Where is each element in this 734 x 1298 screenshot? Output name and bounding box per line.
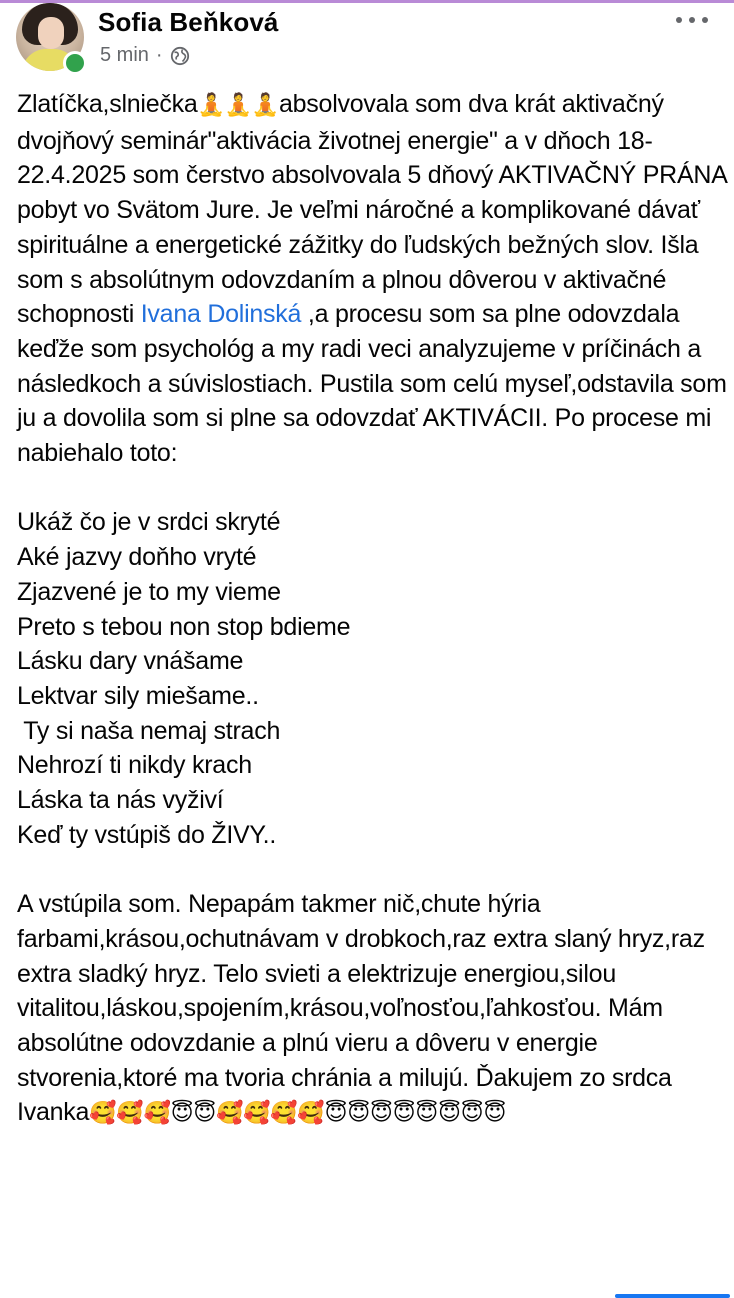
post-text bbox=[17, 87, 729, 1132]
emoji-row: 🥰🥰🥰😇😇🥰🥰🥰🥰😇😇😇😇😇😇😇😇 bbox=[89, 1101, 507, 1127]
meta-separator: · bbox=[155, 44, 163, 66]
poem-line: Lektvar sily miešame.. bbox=[17, 681, 259, 710]
post-paragraph-intro bbox=[17, 87, 729, 471]
author-name[interactable]: Sofia Beňková bbox=[98, 7, 279, 37]
mention-link[interactable]: Ivana Dolinská bbox=[140, 300, 302, 329]
post-meta bbox=[100, 44, 190, 67]
intro-text: Zlatíčka,slniečka bbox=[17, 90, 198, 118]
online-status-icon bbox=[63, 51, 87, 75]
intro-text-continued: absolvovala som dva krát aktivačný dvojňový seminár"aktivácia životnej energie" a v dňoch 18-22.4.2025 som čerstvo absolvovala 5 dňový AKTIVAČNÝ PRÁNA pobyt vo Svätom Jure. Je veľmi náročné a komplikované dávať spirituálne a energetické zážitky do ľudských bežných slov. Išla som s absolútnym odovzdaním a plnou dôverou v aktivačné schopnosti bbox=[17, 90, 727, 329]
more-options-icon[interactable] bbox=[676, 12, 708, 28]
meditation-emoji: 🧘🧘🧘 bbox=[197, 93, 279, 118]
poem-line: Aké jazvy doňho vryté bbox=[17, 543, 257, 572]
closing-text: A vstúpila som. Nepapám takmer nič,chute hýria farbami,krásou,ochutnávam v drobkoch,raz extra slaný hryz,raz extra sladký hryz. Telo svieti a elektrizuje energiou,silou vitalitou,láskou,spojením,krásou,voľnosťou,ľahkosťou. Mám absolútne odovzdanie a plnú vieru a dôveru v energie stvorenia,ktoré ma tvoria chránia a milujú. Ďakujem zo srdca Ivanka bbox=[17, 890, 705, 1127]
poem-line: Ty si naša nemaj strach bbox=[17, 716, 281, 745]
scroll-indicator bbox=[615, 1294, 730, 1298]
poem-line: Láska ta nás vyživí bbox=[17, 786, 224, 815]
globe-icon[interactable] bbox=[170, 46, 190, 66]
intro-text-end: ,a procesu som sa plne odovzdala keďže som psychológ a my radi veci analyzujeme v príčinách a následkoch a súvislostiach. Pustila som celú myseľ,odstavila som ju a dovolila som si plne sa odovzdať AKTIVÁCII. Po procese mi nabiehalo toto: bbox=[17, 300, 727, 468]
post-time[interactable]: 5 min bbox=[100, 44, 149, 66]
poem-line: Preto s tebou non stop bdieme bbox=[17, 612, 351, 641]
poem-line: Ukáž čo je v srdci skryté bbox=[17, 508, 281, 537]
poem-line: Keď ty vstúpiš do ŽIVY.. bbox=[17, 820, 277, 849]
poem-line: Zjazvené je to my vieme bbox=[17, 577, 281, 606]
poem-line: Nehrozí ti nikdy krach bbox=[17, 751, 252, 780]
poem-line: Lásku dary vnášame bbox=[17, 647, 244, 676]
post-paragraph-closing bbox=[17, 887, 729, 1132]
post-header bbox=[0, 0, 734, 82]
